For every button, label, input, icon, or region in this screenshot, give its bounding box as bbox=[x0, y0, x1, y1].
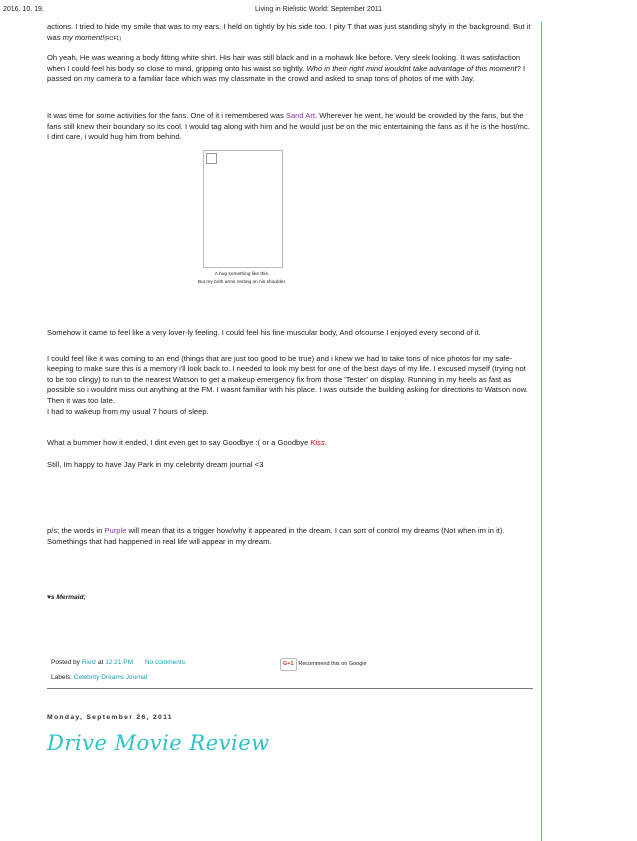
trigger-word: Kiss bbox=[310, 438, 325, 448]
broken-image bbox=[203, 150, 283, 268]
trigger-word: Sand Art bbox=[285, 110, 316, 120]
google-plus-one-button[interactable]: G+1 bbox=[280, 658, 297, 671]
paragraph: actions. I tried to hide my smile that was to my ears. I held on tightly by his side too. I pity T that was just standing shyly in the background. But it was my moment!(ROFL) bbox=[47, 22, 531, 42]
post-signature: ♥s Mermaid; bbox=[47, 593, 86, 601]
paragraph: I had to wakeup from my usual 7 hours of sleep. bbox=[47, 406, 209, 416]
author-link[interactable]: Rielz bbox=[81, 659, 97, 666]
paragraph: I could feel like it was coming to an end (things that are just too good to be true) and i knew we had to take tons of nice photos for my safe-keeping to make sure this is a memory i'll look back to. I needed to look my best for one of the best days of my life. I excused myself (trying not to be too clingy) to run to the nearest Watson to get a makeup emergency fix from those 'Tester' on display. Running in my heels as fast as possible so i wouldnt miss out anything at the FM. I wasnt familiar with his place. I was outside the building asking for directions to Watson now. bbox=[47, 353, 528, 395]
comments-link[interactable]: No comments: bbox=[144, 659, 187, 666]
post-divider bbox=[47, 688, 533, 689]
sidebar-divider bbox=[541, 22, 542, 841]
post-body-continued bbox=[47, 328, 533, 603]
broken-image-icon bbox=[206, 153, 217, 164]
post-timestamp-link[interactable]: 12:21 PM bbox=[105, 659, 134, 666]
paragraph: It was time for some activities for the fans. One of it i remembered was Sand Art. Wherever he went, he would be crowded by the fans, but the fans still knew their boundary so its cool. I would tag along with him and he would just be on the mic entertaining the fans as if he is the host/mc. I dint care, i would hug him from behind. bbox=[47, 110, 530, 142]
trigger-word: Purple bbox=[104, 526, 127, 536]
date-header: Monday, September 26, 2011 bbox=[47, 714, 173, 721]
label-link[interactable]: Celebrity Dreams Journal bbox=[73, 674, 148, 681]
post-image-figure bbox=[197, 150, 287, 287]
paragraph: What a bummer how it ended, I dint even get to say Goodbye :( or a Goodbye Kiss. bbox=[47, 438, 327, 448]
paragraph: Somehow it came to feel like a very lover-ly feeling. I could feel his fine muscular body, And ofcourse I enjoyed every second of it. bbox=[47, 328, 481, 337]
paragraph: Then it was too late. bbox=[47, 395, 115, 405]
post-body bbox=[47, 22, 533, 152]
print-date: 2016. 10. 19. bbox=[3, 6, 44, 13]
image-caption: A hug something like this. But my both arms resting on his shoulder. bbox=[197, 272, 287, 285]
paragraph: Still, Im happy to have Jay Park in my celebrity dream journal <3 bbox=[47, 459, 264, 469]
paragraph: Oh yeah, He was wearing a body fitting white shirt. His hair was still black and in a mohawk like before. Very sleek looking. It was satisfaction when I could feel his body so close to mind, gripping onto his waist so tightly. Who in their right mind wouldnt take advantage of this moment? I passed on my camera to a familiar face which was my classmate in the crowd and asked to snap tons of photos of me with Jay. bbox=[47, 53, 526, 84]
post-title-link[interactable]: Drive Movie Review bbox=[47, 731, 270, 755]
print-page-title: Living in Rielistic World: September 2011 bbox=[255, 6, 382, 13]
paragraph: p/s; the words in Purple will mean that its a trigger how/why it appeared in the dream. I can sort of control my dreams (Not when im in it). Somethings that had happened in real life will appear in my dream. bbox=[47, 526, 505, 546]
pdf-print-header bbox=[0, 5, 637, 17]
